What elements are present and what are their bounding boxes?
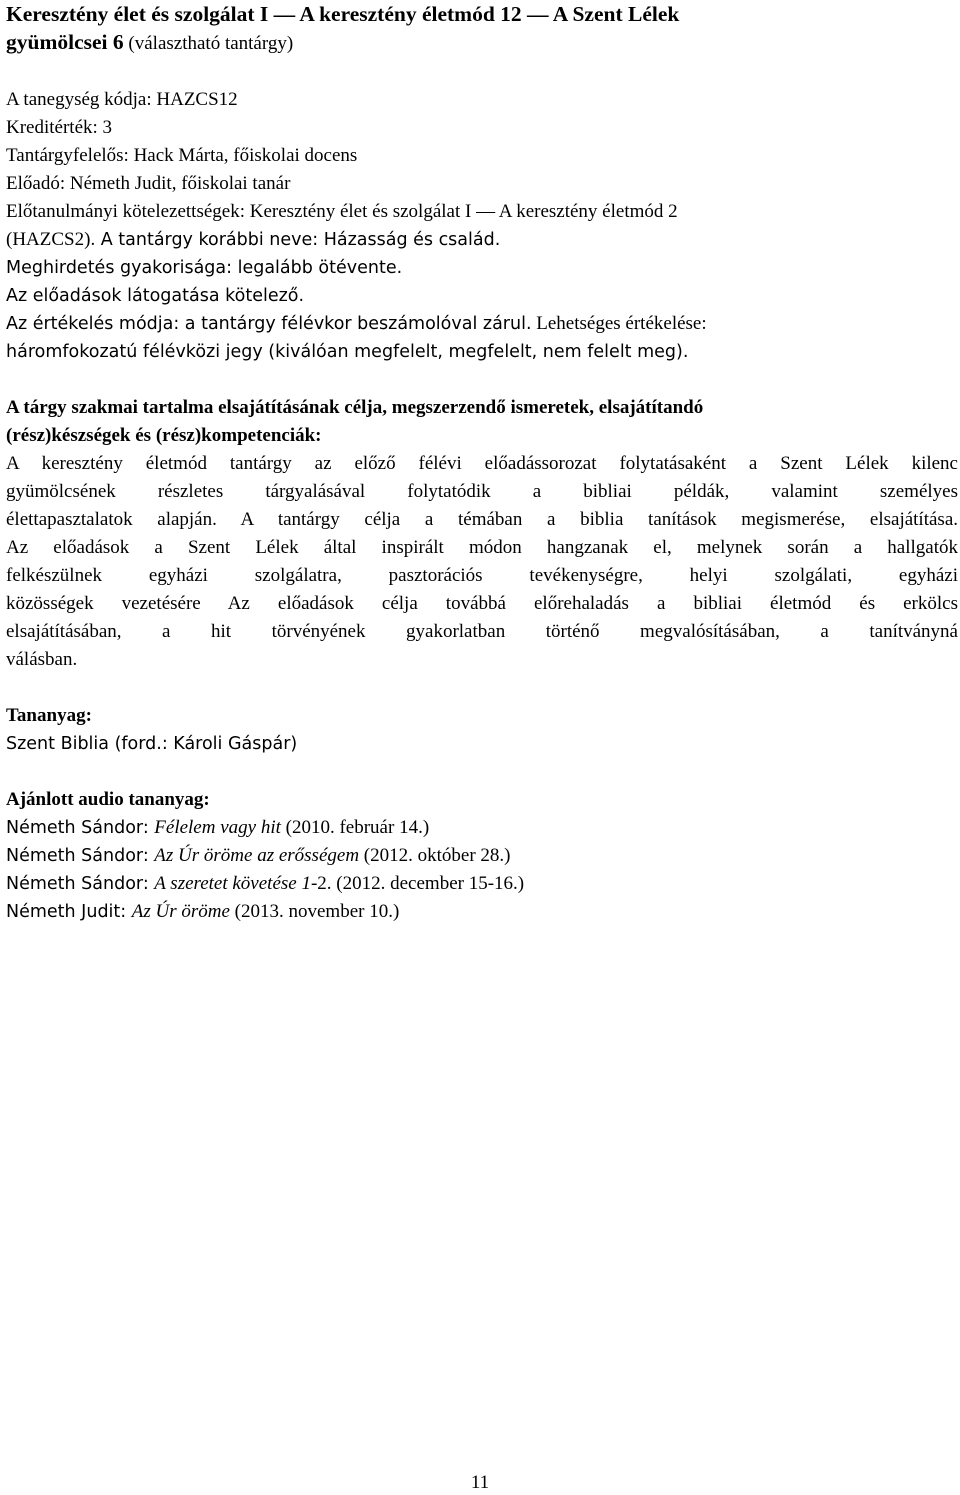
- objectives-line: felkészülnek egyházi szolgálatra, pasztorációs tevékenységre, helyi szolgálati, egyházi: [6, 565, 958, 586]
- audio-item: [6, 814, 958, 842]
- evaluation-possible: Lehetséges értékelése:: [531, 313, 707, 334]
- course-frequency: Meghirdetés gyakorisága: legalább ötévente.: [6, 258, 403, 278]
- objectives-heading: [6, 394, 958, 450]
- course-prerequisites-line-1: Előtanulmányi kötelezettségek: Keresztény élet és szolgálat I — A keresztény életmód 2: [6, 201, 678, 222]
- objectives-line: Az előadások a Szent Lélek által inspirált módon hangzanak el, melynek során a hallgatók: [6, 537, 958, 558]
- objectives-line: A keresztény életmód tantárgy az előző félévi előadássorozat folytatásaként a Szent Lélek kilenc: [6, 453, 958, 474]
- course-responsible: Tantárgyfelelős: Hack Márta, főiskolai docens: [6, 145, 358, 166]
- audio-date: (2012. október 28.): [359, 845, 511, 866]
- spacer: [6, 366, 958, 394]
- course-code: A tanegység kódja: HAZCS12: [6, 89, 238, 110]
- course-prerequisites-line-2: [6, 226, 958, 254]
- material-heading: Tananyag:: [6, 705, 92, 726]
- course-evaluation-line-1: [6, 310, 958, 338]
- objectives-line: élettapasztalatok alapján. A tantárgy célja a témában a biblia tanítások megismerése, elsajátítása.: [6, 509, 958, 530]
- course-title-line-1: Keresztény élet és szolgálat I — A keresztény életmód 12 — A Szent Lélek: [6, 2, 680, 26]
- course-info: [6, 86, 958, 366]
- former-name: A tantárgy korábbi neve: Házasság és család.: [95, 230, 501, 250]
- audio-author: Németh Judit:: [6, 902, 132, 922]
- audio-title: A szeretet követése 1: [154, 873, 311, 894]
- audio-date: (2010. február 14.): [280, 817, 430, 838]
- audio-author: Németh Sándor:: [6, 846, 155, 866]
- course-credit: Kreditérték: 3: [6, 117, 113, 138]
- audio-title: Az Úr öröme az erősségem: [154, 845, 360, 866]
- audio-heading: Ajánlott audio tananyag:: [6, 789, 210, 810]
- objectives-body: [6, 450, 958, 674]
- course-lecturer: Előadó: Németh Judit, főiskolai tanár: [6, 173, 291, 194]
- audio-title: Félelem vagy hit: [154, 817, 281, 838]
- objectives-line: közösségek vezetésére Az előadások célja továbbá előrehaladás a bibliai életmód és erkölcs: [6, 593, 958, 614]
- course-title-line-2-bold: gyümölcsei 6: [6, 30, 124, 54]
- audio-item: [6, 842, 958, 870]
- course-evaluation-line-2: háromfokozatú félévközi jegy (kiválóan megfelelt, megfelelt, nem felelt meg).: [6, 342, 689, 362]
- audio-author: Németh Sándor:: [6, 818, 155, 838]
- course-title: [6, 0, 958, 58]
- page-number: 11: [470, 1472, 490, 1493]
- course-type-note: (választható tantárgy): [123, 33, 294, 54]
- objectives-section: [6, 394, 958, 674]
- audio-date: (2013. november 10.): [229, 901, 400, 922]
- prereq-code: (HAZCS2).: [6, 229, 96, 250]
- objectives-line: válásban.: [6, 649, 78, 670]
- audio-item: [6, 870, 958, 898]
- objectives-heading-line-2: (rész)készségek és (rész)kompetenciák:: [6, 425, 322, 446]
- audio-author: Németh Sándor:: [6, 874, 155, 894]
- audio-title: Az Úr öröme: [131, 901, 230, 922]
- evaluation-method: Az értékelés módja: a tantárgy félévkor beszámolóval zárul.: [6, 314, 532, 334]
- spacer: [6, 58, 958, 86]
- objectives-line: gyümölcsének részletes tárgyalásával folytatódik a bibliai példák, valamint személyes: [6, 481, 958, 502]
- audio-date: -2. (2012. december 15-16.): [310, 873, 525, 894]
- audio-section: [6, 786, 958, 926]
- audio-item: [6, 898, 958, 926]
- spacer: [6, 758, 958, 786]
- course-attendance: Az előadások látogatása kötelező.: [6, 286, 305, 306]
- objectives-heading-line-1: A tárgy szakmai tartalma elsajátításának célja, megszerzendő ismeretek, elsajátítandó: [6, 397, 704, 418]
- document-page: [6, 0, 958, 926]
- course-title-line-2: [6, 28, 958, 58]
- objectives-line: elsajátításában, a hit törvényének gyakorlatban történő megvalósításában, a tanítványná: [6, 621, 958, 642]
- material-section: [6, 702, 958, 758]
- spacer: [6, 674, 958, 702]
- material-item: Szent Biblia (ford.: Károli Gáspár): [6, 734, 298, 754]
